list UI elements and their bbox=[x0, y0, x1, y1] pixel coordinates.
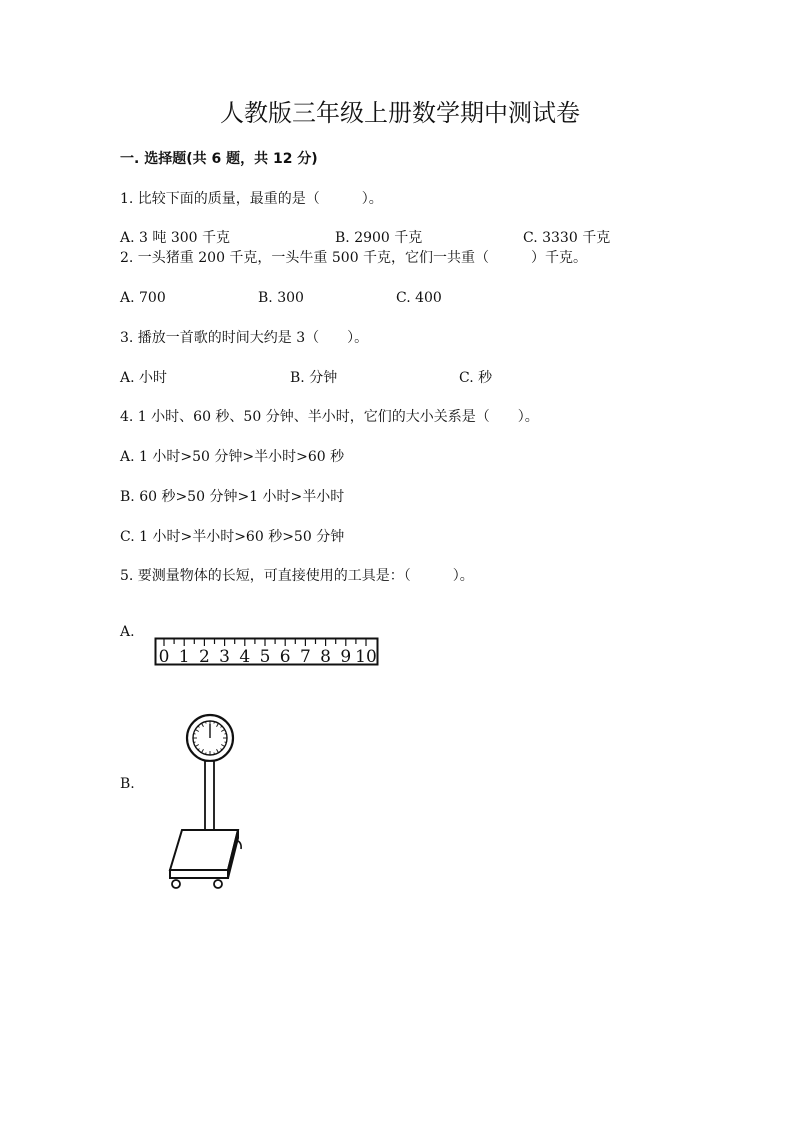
scale-wheel-right bbox=[214, 880, 222, 888]
ruler-number: 10 bbox=[355, 647, 377, 667]
q5-option-b: B. bbox=[120, 776, 135, 792]
ruler-number: 5 bbox=[259, 647, 271, 667]
question-3: 3. 播放一首歌的时间大约是 3（ ）。 bbox=[120, 330, 369, 346]
scale-platform-front bbox=[170, 870, 228, 878]
dial-tick bbox=[206, 752, 207, 754]
q1-option-c: C. 3330 千克 bbox=[523, 230, 611, 246]
ruler-number: 9 bbox=[340, 647, 352, 667]
page-title: 人教版三年级上册数学期中测试卷 bbox=[220, 99, 580, 127]
ruler-number: 3 bbox=[219, 647, 231, 667]
dial-tick bbox=[206, 722, 207, 724]
platform-scale-illustration bbox=[160, 712, 250, 894]
dial-tick bbox=[194, 734, 196, 735]
ruler-illustration bbox=[154, 637, 380, 667]
ruler-number: 8 bbox=[320, 647, 332, 667]
question-2: 2. 一头猪重 200 千克，一头牛重 500 千克，它们一共重（ ）千克。 bbox=[120, 250, 588, 266]
question-4: 4. 1 小时、60 秒、50 分钟、半小时，它们的大小关系是（ ）。 bbox=[120, 409, 539, 425]
dial-tick bbox=[214, 722, 215, 724]
dial-tick bbox=[224, 734, 226, 735]
q5-option-a: A. bbox=[120, 624, 135, 640]
ruler-number: 0 bbox=[158, 647, 170, 667]
q4-option-b: B. 60 秒>50 分钟>1 小时>半小时 bbox=[120, 489, 345, 505]
q2-option-b: B. 300 bbox=[258, 290, 304, 306]
ruler-number: 6 bbox=[279, 647, 291, 667]
ruler-number: 7 bbox=[299, 647, 311, 667]
dial-tick bbox=[224, 742, 226, 743]
dial-tick bbox=[194, 742, 196, 743]
question-5: 5. 要测量物体的长短，可直接使用的工具是：（ ）。 bbox=[120, 568, 474, 584]
question-1: 1. 比较下面的质量，最重的是（ ）。 bbox=[120, 191, 383, 207]
scale-platform-top bbox=[170, 830, 238, 870]
dial-tick bbox=[214, 752, 215, 754]
section-heading: 一. 选择题(共 6 题，共 12 分) bbox=[120, 151, 318, 167]
q4-option-c: C. 1 小时>半小时>60 秒>50 分钟 bbox=[120, 529, 345, 545]
q3-option-c: C. 秒 bbox=[459, 370, 493, 386]
q1-option-b: B. 2900 千克 bbox=[335, 230, 423, 246]
q1-option-a: A. 3 吨 300 千克 bbox=[120, 230, 230, 246]
q2-option-c: C. 400 bbox=[396, 290, 442, 306]
scale-wheel-left bbox=[172, 880, 180, 888]
q3-option-b: B. 分钟 bbox=[290, 370, 338, 386]
ruler-number: 2 bbox=[198, 647, 210, 667]
scale-column bbox=[205, 761, 214, 831]
q3-option-a: A. 小时 bbox=[120, 370, 168, 386]
ruler-number: 1 bbox=[178, 647, 190, 667]
q4-option-a: A. 1 小时>50 分钟>半小时>60 秒 bbox=[120, 449, 345, 465]
q2-option-a: A. 700 bbox=[120, 290, 166, 306]
ruler-number: 4 bbox=[239, 647, 251, 667]
